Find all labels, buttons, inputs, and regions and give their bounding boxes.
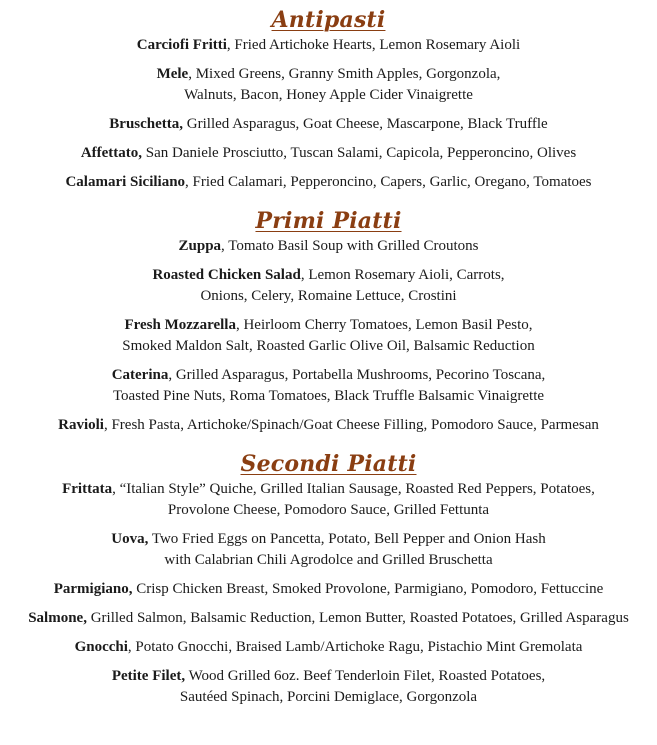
menu-item	[0, 415, 657, 436]
menu-section-primi	[0, 207, 657, 436]
menu-item	[0, 529, 657, 571]
menu-item-description: Onions, Celery, Romaine Lettuce, Crostini	[200, 288, 457, 304]
section-title: Antipasti	[271, 7, 386, 33]
menu-item	[0, 315, 657, 357]
menu-item-name: Bruschetta,	[109, 116, 184, 132]
menu-item	[0, 143, 657, 164]
menu-item	[0, 637, 657, 658]
menu-item	[0, 114, 657, 135]
menu-item-name: Caterina	[111, 367, 169, 383]
menu-item-name: Gnocchi	[74, 639, 128, 655]
menu-item	[0, 365, 657, 407]
menu-item-name: Petite Filet,	[111, 668, 186, 684]
menu-item-name: Carciofi Fritti	[136, 37, 227, 53]
section-title: Primi Piatti	[255, 208, 402, 234]
menu-item-name: Roasted Chicken Salad	[152, 267, 301, 283]
menu-item-name: Zuppa	[178, 238, 222, 254]
menu-item-description: , Fresh Pasta, Artichoke/Spinach/Goat Cheese Filling, Pomodoro Sauce, Parmesan	[103, 417, 599, 433]
menu-item	[0, 265, 657, 307]
menu-item	[0, 479, 657, 521]
menu-item-description: , Fried Artichoke Hearts, Lemon Rosemary Aioli	[226, 37, 521, 53]
menu-item-name: Ravioli	[58, 417, 104, 433]
menu-item-description: San Daniele Prosciutto, Tuscan Salami, Capicola, Pepperoncino, Olives	[142, 145, 577, 161]
menu-item	[0, 64, 657, 106]
menu-item-description: , Fried Calamari, Pepperoncino, Capers, Garlic, Oregano, Tomatoes	[185, 174, 592, 190]
menu-item-description: Grilled Salmon, Balsamic Reduction, Lemon Butter, Roasted Potatoes, Grilled Asparagus	[86, 610, 629, 626]
menu-section-antipasti	[0, 6, 657, 193]
menu-item-description: Sautéed Spinach, Porcini Demiglace, Gorgonzola	[179, 689, 478, 705]
menu-item-description: Two Fried Eggs on Pancetta, Potato, Bell Pepper and Onion Hash	[148, 531, 546, 547]
menu-item-description: , Tomato Basil Soup with Grilled Croutons	[221, 238, 479, 254]
menu-item-description: Crisp Chicken Breast, Smoked Provolone, Parmigiano, Pomodoro, Fettuccine	[132, 581, 604, 597]
menu-item-name: Mele	[156, 66, 189, 82]
menu-item-name: Calamari Siciliano	[65, 174, 186, 190]
menu-item-description: , Mixed Greens, Granny Smith Apples, Gorgonzola,	[188, 66, 501, 82]
section-title: Secondi Piatti	[240, 451, 417, 477]
menu-item-description: , Potato Gnocchi, Braised Lamb/Artichoke Ragu, Pistachio Mint Gremolata	[127, 639, 583, 655]
menu-item-description: , Heirloom Cherry Tomatoes, Lemon Basil Pesto,	[235, 317, 533, 333]
menu-item-name: Frittata	[62, 481, 113, 497]
menu-section-secondi	[0, 450, 657, 708]
menu-item-description: Wood Grilled 6oz. Beef Tenderloin Filet, Roasted Potatoes,	[185, 668, 546, 684]
menu-item-name: Affettato,	[80, 145, 143, 161]
menu-item	[0, 236, 657, 257]
menu-item-description: , Lemon Rosemary Aioli, Carrots,	[300, 267, 505, 283]
menu-item-name: Uova,	[111, 531, 149, 547]
menu-item-description: , Grilled Asparagus, Portabella Mushrooms, Pecorino Toscana,	[168, 367, 546, 383]
menu-item-name: Salmone,	[28, 610, 87, 626]
menu-item-description: , “Italian Style” Quiche, Grilled Italian Sausage, Roasted Red Peppers, Potatoes,	[112, 481, 595, 497]
menu-item-description: Grilled Asparagus, Goat Cheese, Mascarpone, Black Truffle	[183, 116, 548, 132]
menu-item	[0, 666, 657, 708]
menu-item-name: Fresh Mozzarella	[124, 317, 236, 333]
menu-item-name: Parmigiano,	[53, 581, 133, 597]
menu-item	[0, 172, 657, 193]
menu-item-description: Toasted Pine Nuts, Roma Tomatoes, Black Truffle Balsamic Vinaigrette	[112, 388, 545, 404]
menu-item	[0, 608, 657, 629]
menu-item-description: Walnuts, Bacon, Honey Apple Cider Vinaigrette	[184, 87, 473, 103]
menu-item-description: with Calabrian Chili Agrodolce and Grilled Bruschetta	[164, 552, 493, 568]
menu-item	[0, 35, 657, 56]
menu-item-description: Smoked Maldon Salt, Roasted Garlic Olive Oil, Balsamic Reduction	[122, 338, 535, 354]
menu-item-description: Provolone Cheese, Pomodoro Sauce, Grilled Fettunta	[167, 502, 490, 518]
menu-item	[0, 579, 657, 600]
